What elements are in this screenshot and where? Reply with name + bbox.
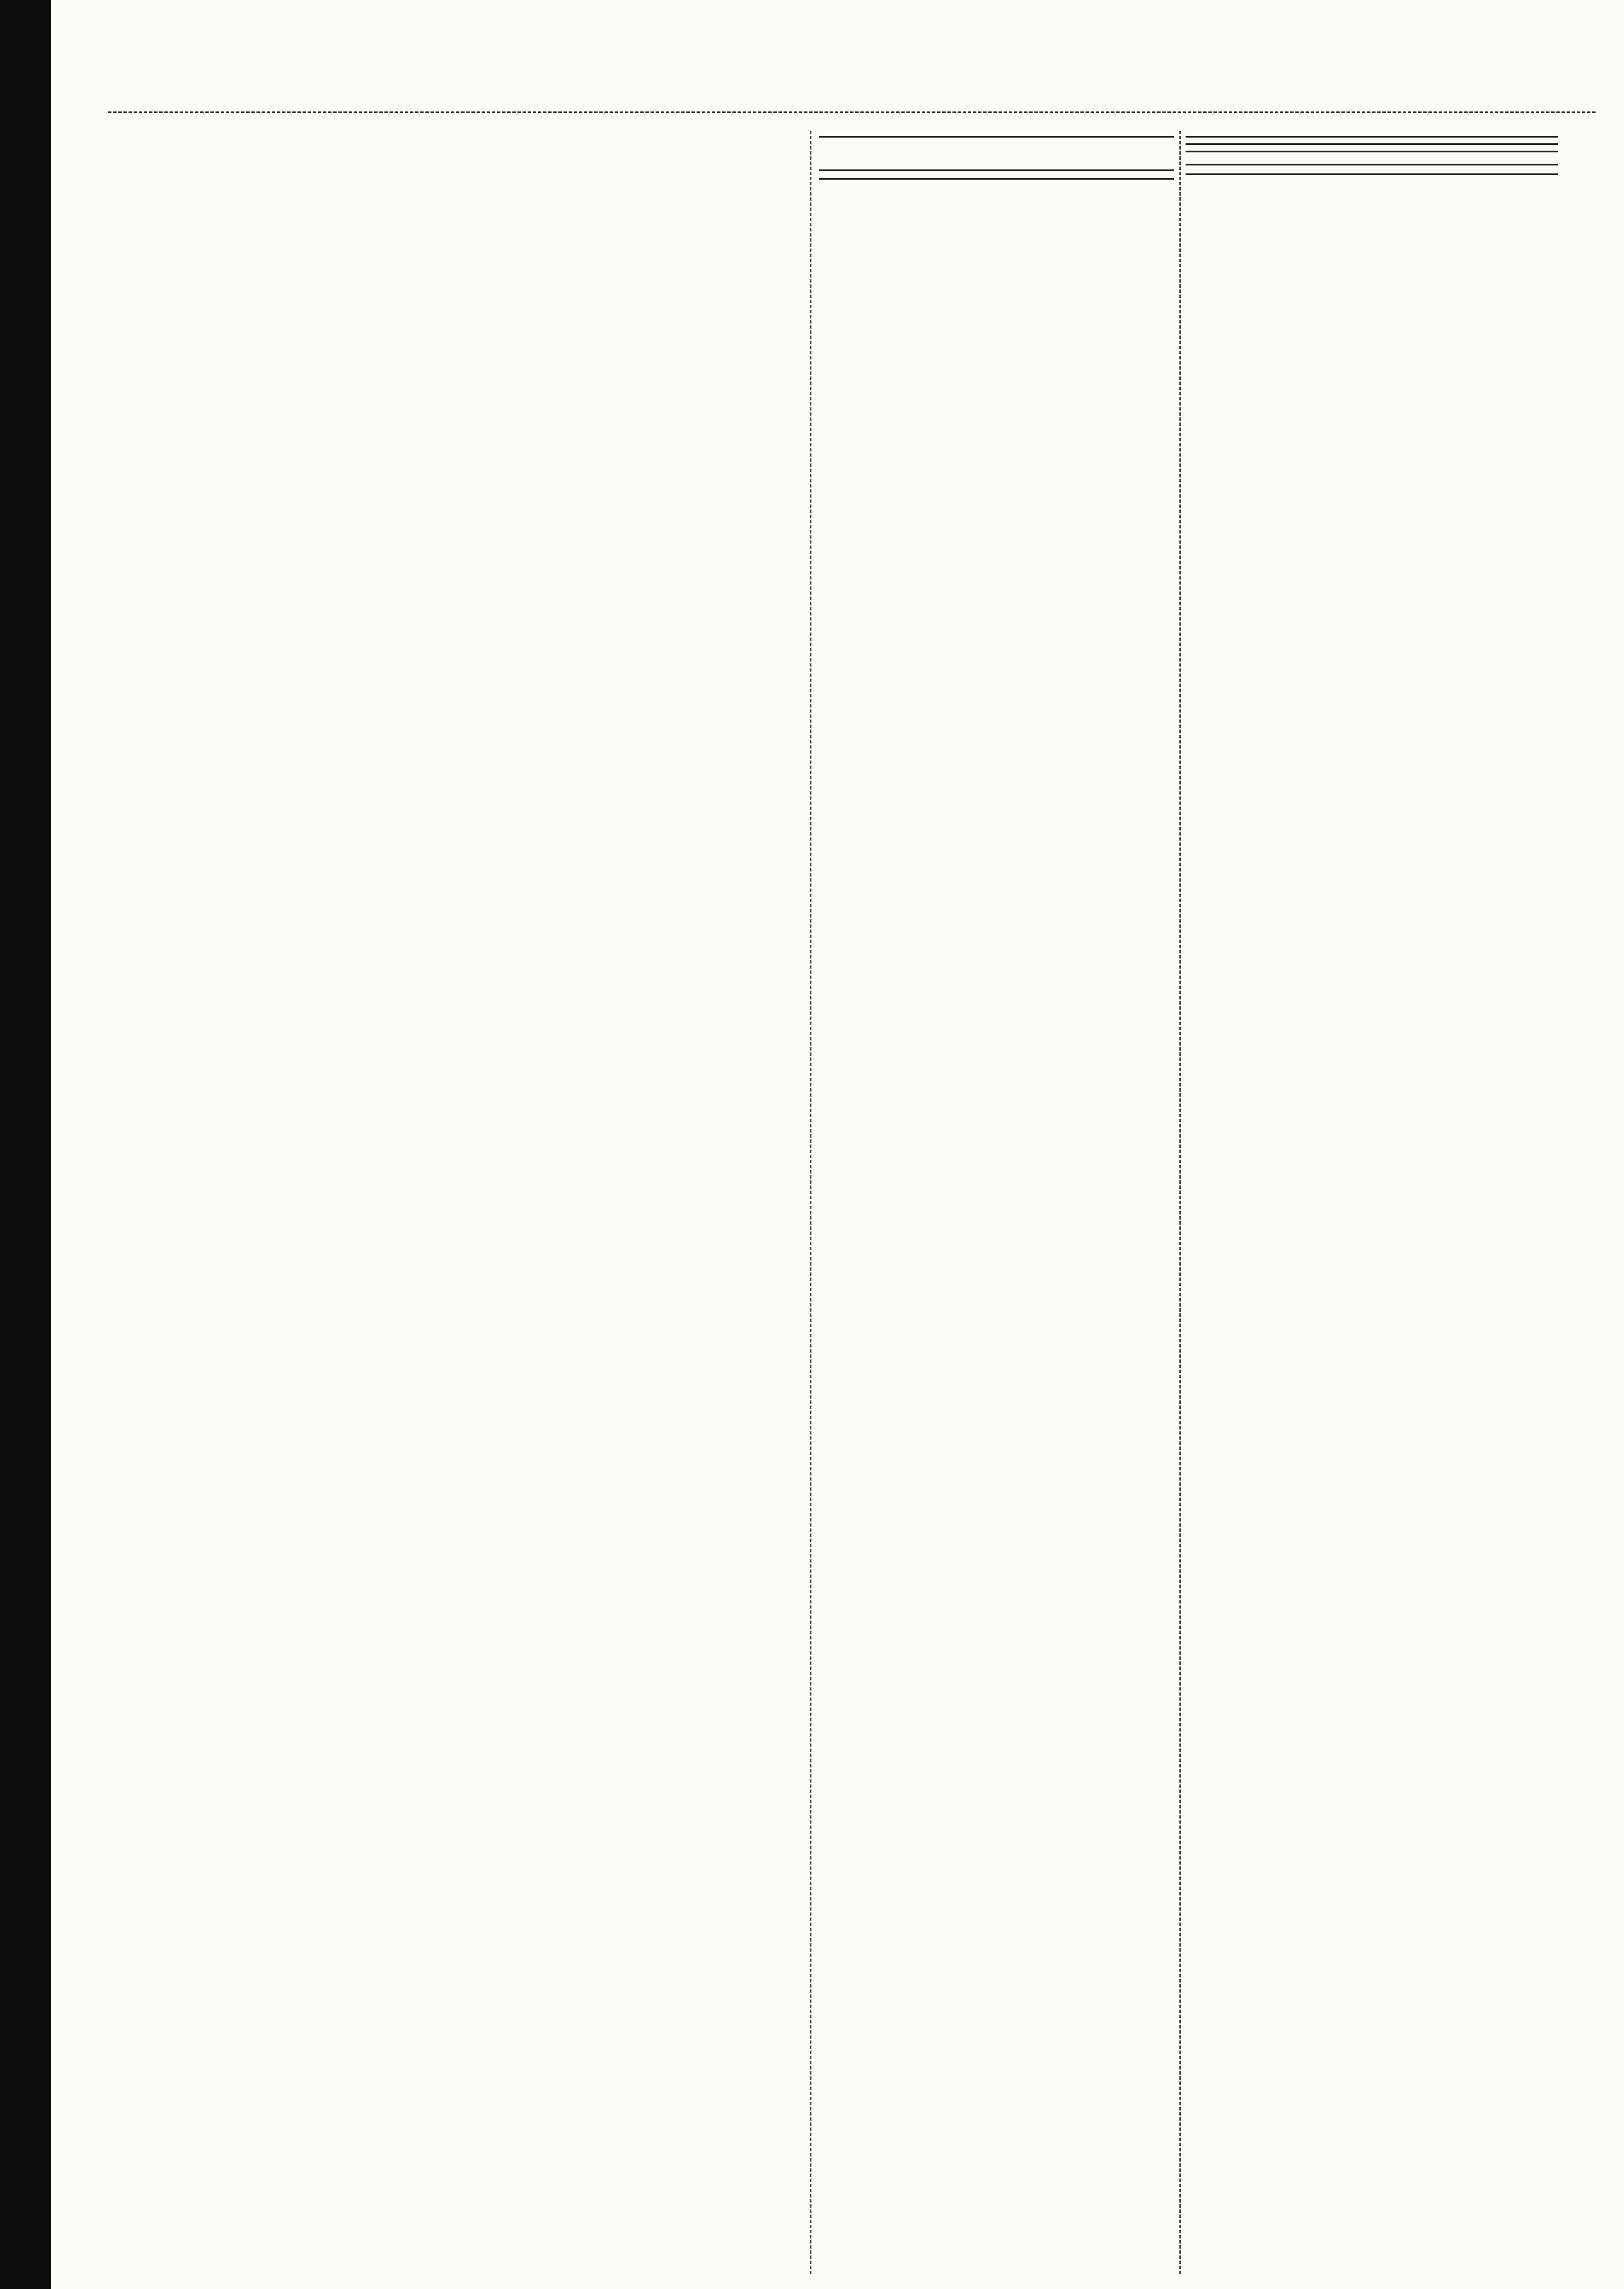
ad-divider [819, 136, 1174, 138]
ad-divider [819, 169, 1174, 171]
story-column [113, 128, 801, 2271]
ad-divider [1186, 164, 1558, 165]
ad-divider [1186, 151, 1558, 152]
ad-divider [1186, 173, 1558, 175]
ad-divider [1186, 143, 1558, 145]
ad-divider [819, 178, 1174, 180]
column-rule-1 [810, 131, 811, 2274]
ads-column-right [1186, 128, 1558, 2271]
ad-divider [1186, 136, 1558, 138]
ads-column-middle [819, 128, 1174, 2271]
left-margin-fragments [3, 0, 43, 2289]
header-rule [108, 111, 1596, 113]
column-rule-2 [1179, 131, 1181, 2274]
